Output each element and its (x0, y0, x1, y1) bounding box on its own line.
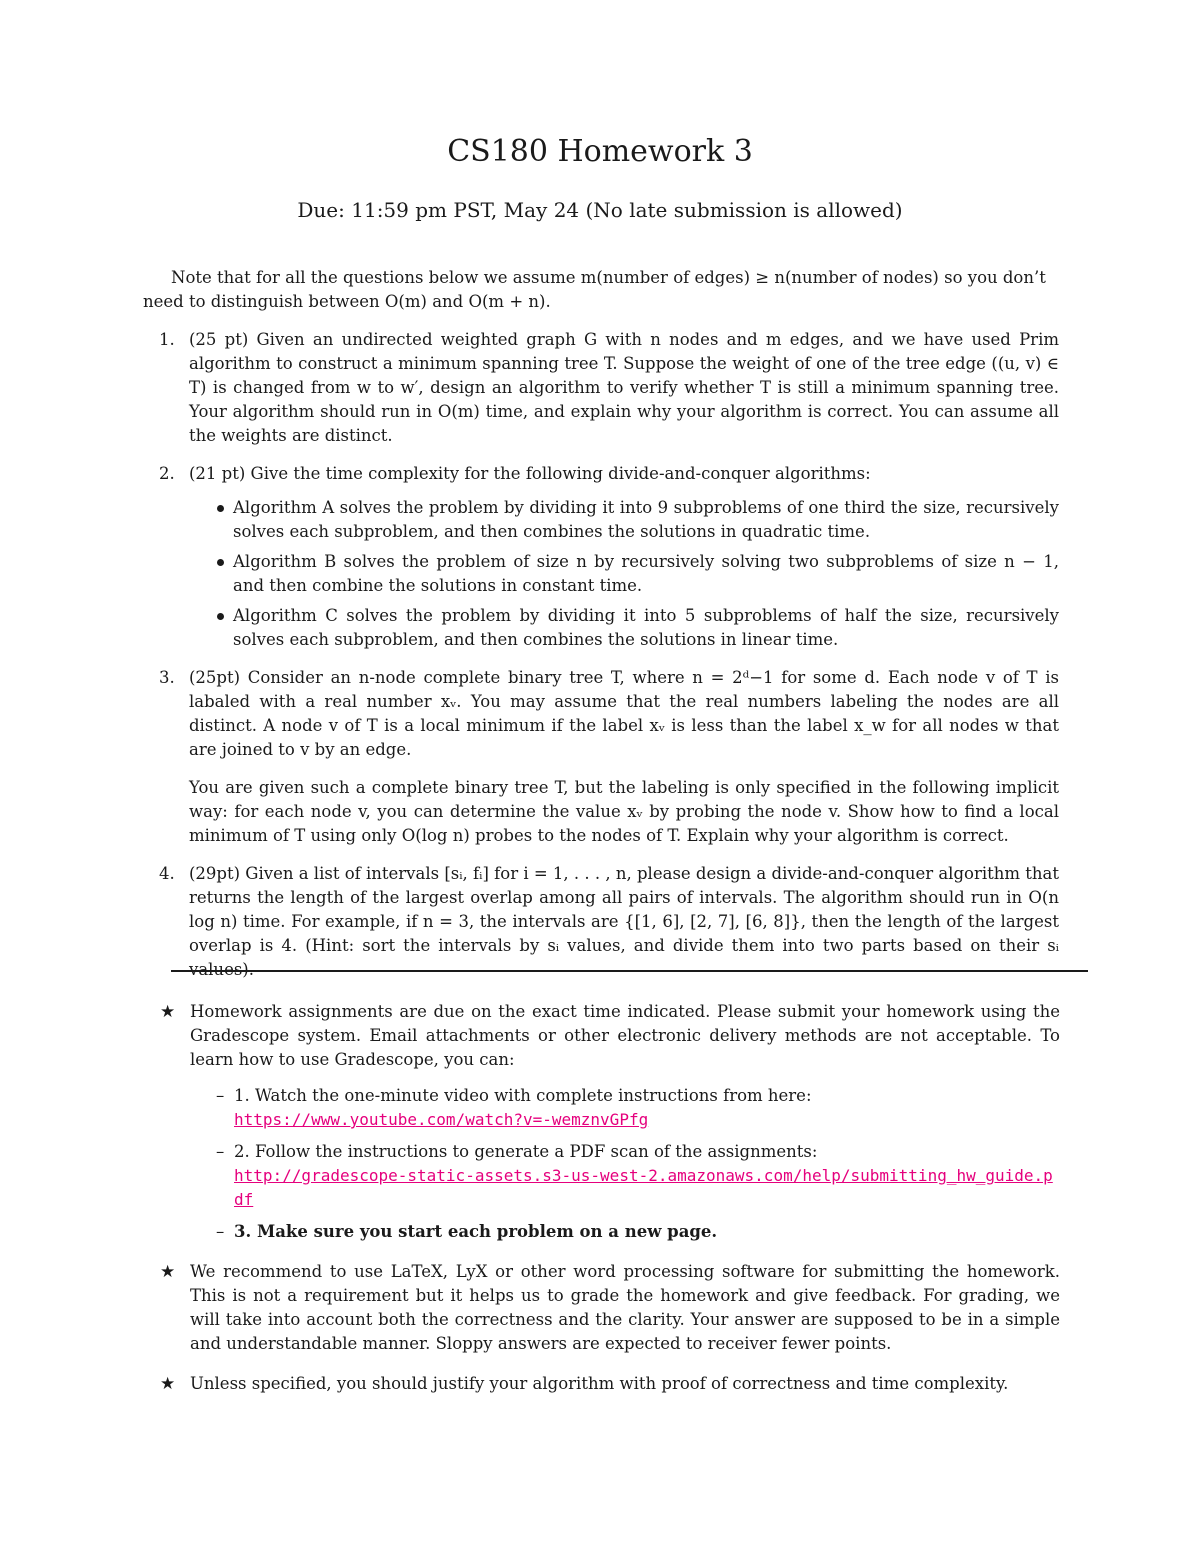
page-title: CS180 Homework 3 (447, 134, 753, 169)
algorithm-list (189, 496, 1059, 652)
bullet-icon (217, 613, 224, 620)
question-number: 3. (159, 668, 175, 687)
instruction-text: Homework assignments are due on the exact time indicated. Please submit your homework using the Gradescope system. Email attachments or other electronic delivery methods are not acceptable. To learn how to use Gradescope, you can: (190, 1002, 1060, 1069)
step-text: 3. Make sure you start each problem on a new page. (234, 1222, 718, 1241)
algorithm-text: Algorithm B solves the problem of size n by recursively solving two subproblems of size n − 1, and then combine the solutions in constant time. (233, 552, 1059, 595)
star-icon: ★ (160, 1262, 176, 1282)
algorithm-text: Algorithm A solves the problem by dividing it into 9 subproblems of one third the size, recursively solves each subproblem, and then combines the solutions in quadratic time. (233, 498, 1059, 541)
question-list (143, 328, 1059, 982)
gradescope-steps (190, 1084, 1060, 1244)
question-3 (143, 666, 1059, 848)
guide-link[interactable]: http://gradescope-static-assets.s3-us-west-2.amazonaws.com/help/submitting_hw_guide.pdf (234, 1166, 1053, 1209)
instruction-text: We recommend to use LaTeX, LyX or other word processing software for submitting the homework. This is not a requirement but it helps us to grade the homework and give feedback. For grading, we will take into account both the correctness and the clarity. Your answer are supposed to be in a simple and understandable manner. Sloppy answers are expected to receiver fewer points. (190, 1262, 1060, 1353)
dash-icon: – (216, 1142, 225, 1161)
question-text-continued: You are given such a complete binary tree T, but the labeling is only specified in the following implicit way: for each node v, you can determine the value xᵥ by probing the node v. Show how to find a local minimum of T using only O(log n) probes to the nodes of T. Explain why your algorithm is correct. (189, 778, 1059, 845)
video-link[interactable]: https://www.youtube.com/watch?v=-wemznvGPfg (234, 1110, 649, 1129)
step-watch-video (190, 1084, 1060, 1132)
step-text: 2. Follow the instructions to generate a PDF scan of the assignments: (234, 1142, 818, 1161)
questions-section (143, 266, 1059, 996)
question-number: 4. (159, 864, 175, 883)
question-text: (25pt) Consider an n-node complete binary tree T, where n = 2ᵈ−1 for some d. Each node v of T is labaled with a real number xᵥ. You may assume that the real numbers labeling the nodes are all distinct. A node v of T is a local minimum if the label xᵥ is less than the label x_w for all nodes w that are joined to v by an edge. (189, 668, 1059, 759)
question-text: (21 pt) Give the time complexity for the following divide-and-conquer algorithms: (189, 464, 871, 483)
algorithm-c-item (189, 604, 1059, 652)
dash-icon: – (216, 1086, 225, 1105)
step-follow-guide (190, 1140, 1060, 1212)
algorithm-b-item (189, 550, 1059, 598)
question-text: (25 pt) Given an undirected weighted graph G with n nodes and m edges, and we have used Prim algorithm to construct a minimum spanning tree T. Suppose the weight of one of the tree edge ((u, v) ∈ T) is changed from w to w′, design an algorithm to verify whether T is still a minimum spanning tree. Your algorithm should run in O(m) time, and explain why your algorithm is correct. You can assume all the weights are distinct. (189, 330, 1059, 445)
step-text: 1. Watch the one-minute video with complete instructions from here: (234, 1086, 812, 1105)
intro-paragraph: Note that for all the questions below we assume m(number of edges) ≥ n(number of nodes) so you don’t need to distinguish between O(m) and O(m + n). (143, 268, 1046, 311)
algorithm-a-item (189, 496, 1059, 544)
instructions-section (160, 1000, 1060, 1412)
bullet-icon (217, 505, 224, 512)
bullet-icon (217, 559, 224, 566)
question-number: 2. (159, 464, 175, 483)
dash-icon: – (216, 1222, 225, 1241)
step-new-page (190, 1220, 1060, 1244)
instruction-list (160, 1000, 1060, 1396)
star-icon: ★ (160, 1374, 176, 1394)
star-icon: ★ (160, 1002, 176, 1022)
instruction-item-submission (160, 1000, 1060, 1244)
question-text: (29pt) Given a list of intervals [sᵢ, fᵢ] for i = 1, . . . , n, please design a divide-and-conquer algorithm that returns the length of the largest overlap among all pairs of intervals. The algorithm should run in O(n log n) time. For example, if n = 3, the intervals are {[1, 6], [2, 7], [6, 8]}, then the length of the largest overlap is 4. (Hint: sort the intervals by sᵢ values, and divide them into two parts based on their sᵢ values). (189, 864, 1059, 979)
question-number: 1. (159, 330, 175, 349)
due-date: Due: 11:59 pm PST, May 24 (No late submission is allowed) (297, 198, 903, 222)
instruction-item-justify (160, 1372, 1060, 1396)
instruction-item-software (160, 1260, 1060, 1356)
question-4 (143, 862, 1059, 982)
algorithm-text: Algorithm C solves the problem by dividing it into 5 subproblems of half the size, recursively solves each subproblem, and then combines the solutions in linear time. (233, 606, 1059, 649)
instruction-text: Unless specified, you should justify your algorithm with proof of correctness and time complexity. (190, 1374, 1009, 1393)
section-divider (171, 970, 1088, 972)
question-1 (143, 328, 1059, 448)
question-2 (143, 462, 1059, 652)
